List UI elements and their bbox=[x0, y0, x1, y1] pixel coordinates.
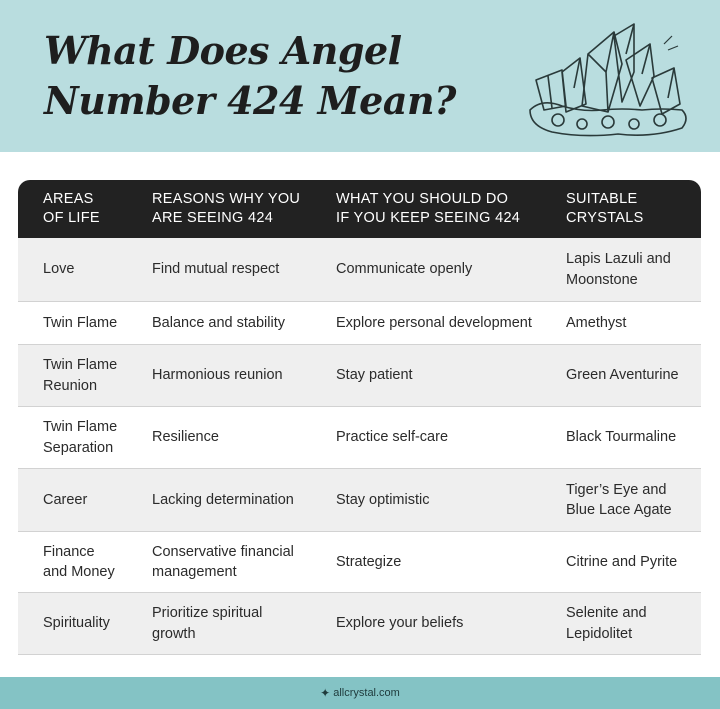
cell-text: Lepidolitet bbox=[566, 625, 633, 642]
cell-text: Explore your beliefs bbox=[336, 615, 464, 632]
header-text: AREAS bbox=[43, 191, 94, 207]
cell-area bbox=[18, 259, 125, 280]
cell-text: Citrine and Pyrite bbox=[566, 553, 678, 570]
cell-action bbox=[309, 552, 538, 573]
cell-text: growth bbox=[152, 625, 196, 642]
cell-area bbox=[18, 313, 125, 334]
cell-text: Practice self-care bbox=[336, 429, 449, 446]
title-line-1: What Does Angel bbox=[44, 28, 402, 73]
cell-text: Lapis Lazuli and bbox=[566, 251, 671, 267]
cell-text: Harmonious reunion bbox=[152, 367, 283, 384]
cell-area bbox=[18, 490, 125, 511]
cell-text: Amethyst bbox=[566, 314, 627, 331]
cell-reason bbox=[125, 603, 309, 644]
header-what-to-do bbox=[309, 190, 538, 228]
cell-text: Prioritize spiritual bbox=[152, 605, 263, 621]
table-row bbox=[18, 532, 701, 593]
cell-action bbox=[309, 365, 538, 386]
header-text: REASONS WHY YOU bbox=[152, 191, 301, 207]
angel-number-table bbox=[18, 180, 701, 655]
cell-text: Green Aventurine bbox=[566, 367, 679, 384]
cell-text: Selenite and bbox=[566, 605, 647, 621]
cell-reason bbox=[125, 490, 309, 511]
cell-text: Lacking determination bbox=[152, 491, 294, 508]
cell-text: Conservative financial bbox=[152, 543, 294, 560]
header-text: WHAT YOU SHOULD DO bbox=[336, 191, 509, 207]
header-text: SUITABLE bbox=[566, 191, 638, 207]
cell-text: Tiger’s Eye and bbox=[566, 481, 667, 498]
cell-text: Career bbox=[43, 491, 88, 508]
header-text: IF YOU KEEP SEEING 424 bbox=[336, 210, 521, 226]
cell-text: Communicate openly bbox=[336, 261, 473, 278]
cell-area bbox=[18, 355, 125, 396]
cell-crystal bbox=[538, 313, 701, 334]
table-header bbox=[18, 180, 701, 238]
header-banner bbox=[0, 0, 720, 152]
cell-text: Black Tourmaline bbox=[566, 429, 677, 446]
header-text: ARE SEEING 424 bbox=[152, 210, 274, 226]
cell-crystal bbox=[538, 427, 701, 448]
cell-reason bbox=[125, 542, 309, 583]
cell-action bbox=[309, 613, 538, 634]
cell-text: Twin Flame bbox=[43, 357, 118, 373]
cell-crystal bbox=[538, 249, 701, 290]
cell-action bbox=[309, 490, 538, 511]
cell-text: Love bbox=[43, 261, 75, 278]
cell-text: and Money bbox=[43, 564, 115, 580]
cell-crystal bbox=[538, 480, 701, 521]
sparkle-icon: ✦ bbox=[320, 686, 331, 700]
cell-reason bbox=[125, 365, 309, 386]
cell-text: Moonstone bbox=[566, 271, 638, 288]
crystal-cluster-icon bbox=[522, 14, 698, 144]
cell-text: Strategize bbox=[336, 553, 402, 570]
title-line-2: Number 424 Mean? bbox=[44, 78, 456, 123]
cell-action bbox=[309, 427, 538, 448]
cell-text: Blue Lace Agate bbox=[566, 502, 672, 518]
cell-text: Stay patient bbox=[336, 367, 413, 384]
cell-area bbox=[18, 417, 125, 458]
table-row bbox=[18, 238, 701, 302]
cell-crystal bbox=[538, 365, 701, 386]
cell-action bbox=[309, 313, 538, 334]
cell-action bbox=[309, 259, 538, 280]
footer-site-link[interactable]: allcrystal.com bbox=[333, 687, 400, 699]
cell-text: Explore personal development bbox=[336, 314, 532, 331]
cell-text: management bbox=[152, 564, 237, 580]
cell-text: Find mutual respect bbox=[152, 261, 280, 278]
table-row bbox=[18, 407, 701, 469]
cell-crystal bbox=[538, 552, 701, 573]
cell-text: Twin Flame bbox=[43, 314, 118, 331]
cell-text: Separation bbox=[43, 439, 114, 456]
header-text: OF LIFE bbox=[43, 210, 100, 226]
cell-reason bbox=[125, 427, 309, 448]
cell-text: Spirituality bbox=[43, 615, 110, 632]
table-row bbox=[18, 345, 701, 407]
footer-bar bbox=[0, 677, 720, 709]
cell-text: Resilience bbox=[152, 429, 219, 446]
table-row bbox=[18, 302, 701, 345]
cell-reason bbox=[125, 313, 309, 334]
cell-text: Finance bbox=[43, 543, 95, 560]
cell-text: Balance and stability bbox=[152, 314, 285, 331]
table-row bbox=[18, 469, 701, 532]
table-row bbox=[18, 593, 701, 655]
cell-reason bbox=[125, 259, 309, 280]
page-title bbox=[44, 26, 484, 126]
cell-text: Stay optimistic bbox=[336, 491, 430, 508]
cell-text: Twin Flame bbox=[43, 419, 118, 435]
cell-area bbox=[18, 613, 125, 634]
header-text: CRYSTALS bbox=[566, 210, 644, 226]
header-crystals bbox=[538, 190, 701, 228]
header-reasons bbox=[125, 190, 309, 228]
cell-text: Reunion bbox=[43, 377, 98, 394]
cell-area bbox=[18, 542, 125, 583]
header-areas-of-life bbox=[18, 190, 125, 228]
cell-crystal bbox=[538, 603, 701, 644]
